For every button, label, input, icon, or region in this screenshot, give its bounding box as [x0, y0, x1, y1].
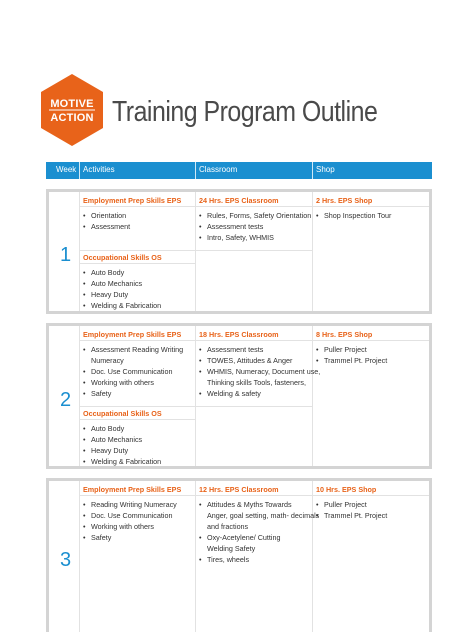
list-item: • Welding & Fabrication [83, 300, 161, 311]
column-divider [195, 192, 196, 311]
header-week: Week [56, 165, 77, 174]
table-header [46, 162, 432, 179]
list-item: • TOWES, Attitudes & Anger [199, 355, 320, 366]
list-item: • Working with others [83, 377, 183, 388]
list-item: Welding Safety [207, 544, 256, 553]
list-item: • Rules, Forms, Safety Orientation [199, 210, 311, 221]
list-item: Anger, goal setting, math- decimals [207, 511, 320, 520]
shop-heading: 8 Hrs. EPS Shop [316, 330, 373, 339]
row-divider [79, 263, 195, 264]
row-divider [79, 340, 429, 341]
logo-hexagon-icon [41, 74, 103, 146]
list-item: • Trammel Pt. Project [316, 355, 387, 366]
list-item: • Puller Project [316, 344, 387, 355]
list-item: • Auto Body [83, 423, 161, 434]
shop-list [316, 210, 391, 221]
row-divider [79, 406, 312, 407]
week-number: 2 [59, 389, 72, 411]
row-divider [79, 419, 195, 420]
list-item: • Reading Writing Numeracy [83, 499, 177, 510]
list-item: • Assessment tests [199, 221, 311, 232]
list-item: • Shop Inspection Tour [316, 210, 391, 221]
week-block-1 [46, 189, 432, 314]
classroom-heading: 12 Hrs. EPS Classroom [199, 485, 279, 494]
list-item: • Safety [83, 532, 177, 543]
list-item: • Working with others [83, 521, 177, 532]
classroom-list [199, 344, 320, 399]
page-title: Training Program Outline [112, 96, 378, 128]
week-block-3 [46, 478, 432, 632]
week-number: 3 [59, 549, 72, 571]
header-divider [312, 162, 313, 179]
activities-heading: Employment Prep Skills EPS [83, 485, 182, 494]
list-item: • Assessment tests [199, 344, 320, 355]
shop-list [316, 344, 387, 366]
os-list [83, 267, 161, 311]
column-divider [312, 192, 313, 311]
list-item: • Auto Body [83, 267, 161, 278]
logo-line-1: MOTIVE [50, 98, 94, 110]
classroom-heading: 24 Hrs. EPS Classroom [199, 196, 279, 205]
os-heading: Occupational Skills OS [83, 409, 162, 418]
os-heading: Occupational Skills OS [83, 253, 162, 262]
activities-list [83, 499, 177, 543]
activities-list [83, 344, 183, 399]
activities-heading: Employment Prep Skills EPS [83, 196, 182, 205]
header-activities: Activities [83, 165, 115, 174]
list-item: • Heavy Duty [83, 445, 161, 456]
list-item: • Trammel Pt. Project [316, 510, 387, 521]
classroom-list [199, 210, 311, 243]
week-number: 1 [59, 244, 72, 266]
list-item: • Welding & safety [199, 388, 320, 399]
classroom-list [199, 499, 319, 565]
list-item: • Attitudes & Myths Towards [199, 499, 319, 510]
header-shop: Shop [316, 165, 335, 174]
header-classroom: Classroom [199, 165, 238, 174]
activities-list [83, 210, 130, 232]
list-item: • Oxy-Acetylene/ Cutting [199, 532, 319, 543]
row-divider [79, 206, 429, 207]
list-item: • Doc. Use Communication [83, 510, 177, 521]
header-divider [195, 162, 196, 179]
header-divider [79, 162, 80, 179]
list-item: • WHMIS, Numeracy, Document use, [199, 366, 320, 377]
list-item: • Auto Mechanics [83, 278, 161, 289]
list-item: • Safety [83, 388, 183, 399]
shop-heading: 10 Hrs. EPS Shop [316, 485, 377, 494]
column-divider [195, 326, 196, 466]
list-item: • Assessment [83, 221, 130, 232]
motive-action-logo [41, 74, 103, 146]
list-item: • Orientation [83, 210, 130, 221]
row-divider [79, 495, 429, 496]
shop-list [316, 499, 387, 521]
shop-heading: 2 Hrs. EPS Shop [316, 196, 373, 205]
list-item: • Puller Project [316, 499, 387, 510]
list-item: and fractions [207, 522, 249, 531]
list-item: • Auto Mechanics [83, 434, 161, 445]
logo-line-2: ACTION [50, 112, 94, 124]
list-item: • Assessment Reading Writing [83, 344, 183, 355]
week-block-2 [46, 323, 432, 469]
list-item: • Intro, Safety, WHMIS [199, 232, 311, 243]
row-divider [79, 250, 312, 251]
list-item: Thinking skills Tools, fasteners, [207, 378, 306, 387]
os-list [83, 423, 161, 467]
column-divider [195, 481, 196, 632]
list-item: • Tires, wheels [199, 554, 319, 565]
list-item: • Doc. Use Communication [83, 366, 183, 377]
activities-heading: Employment Prep Skills EPS [83, 330, 182, 339]
classroom-heading: 18 Hrs. EPS Classroom [199, 330, 279, 339]
list-item: • Welding & Fabrication [83, 456, 161, 467]
list-item: • Heavy Duty [83, 289, 161, 300]
list-item: Numeracy [91, 356, 124, 365]
